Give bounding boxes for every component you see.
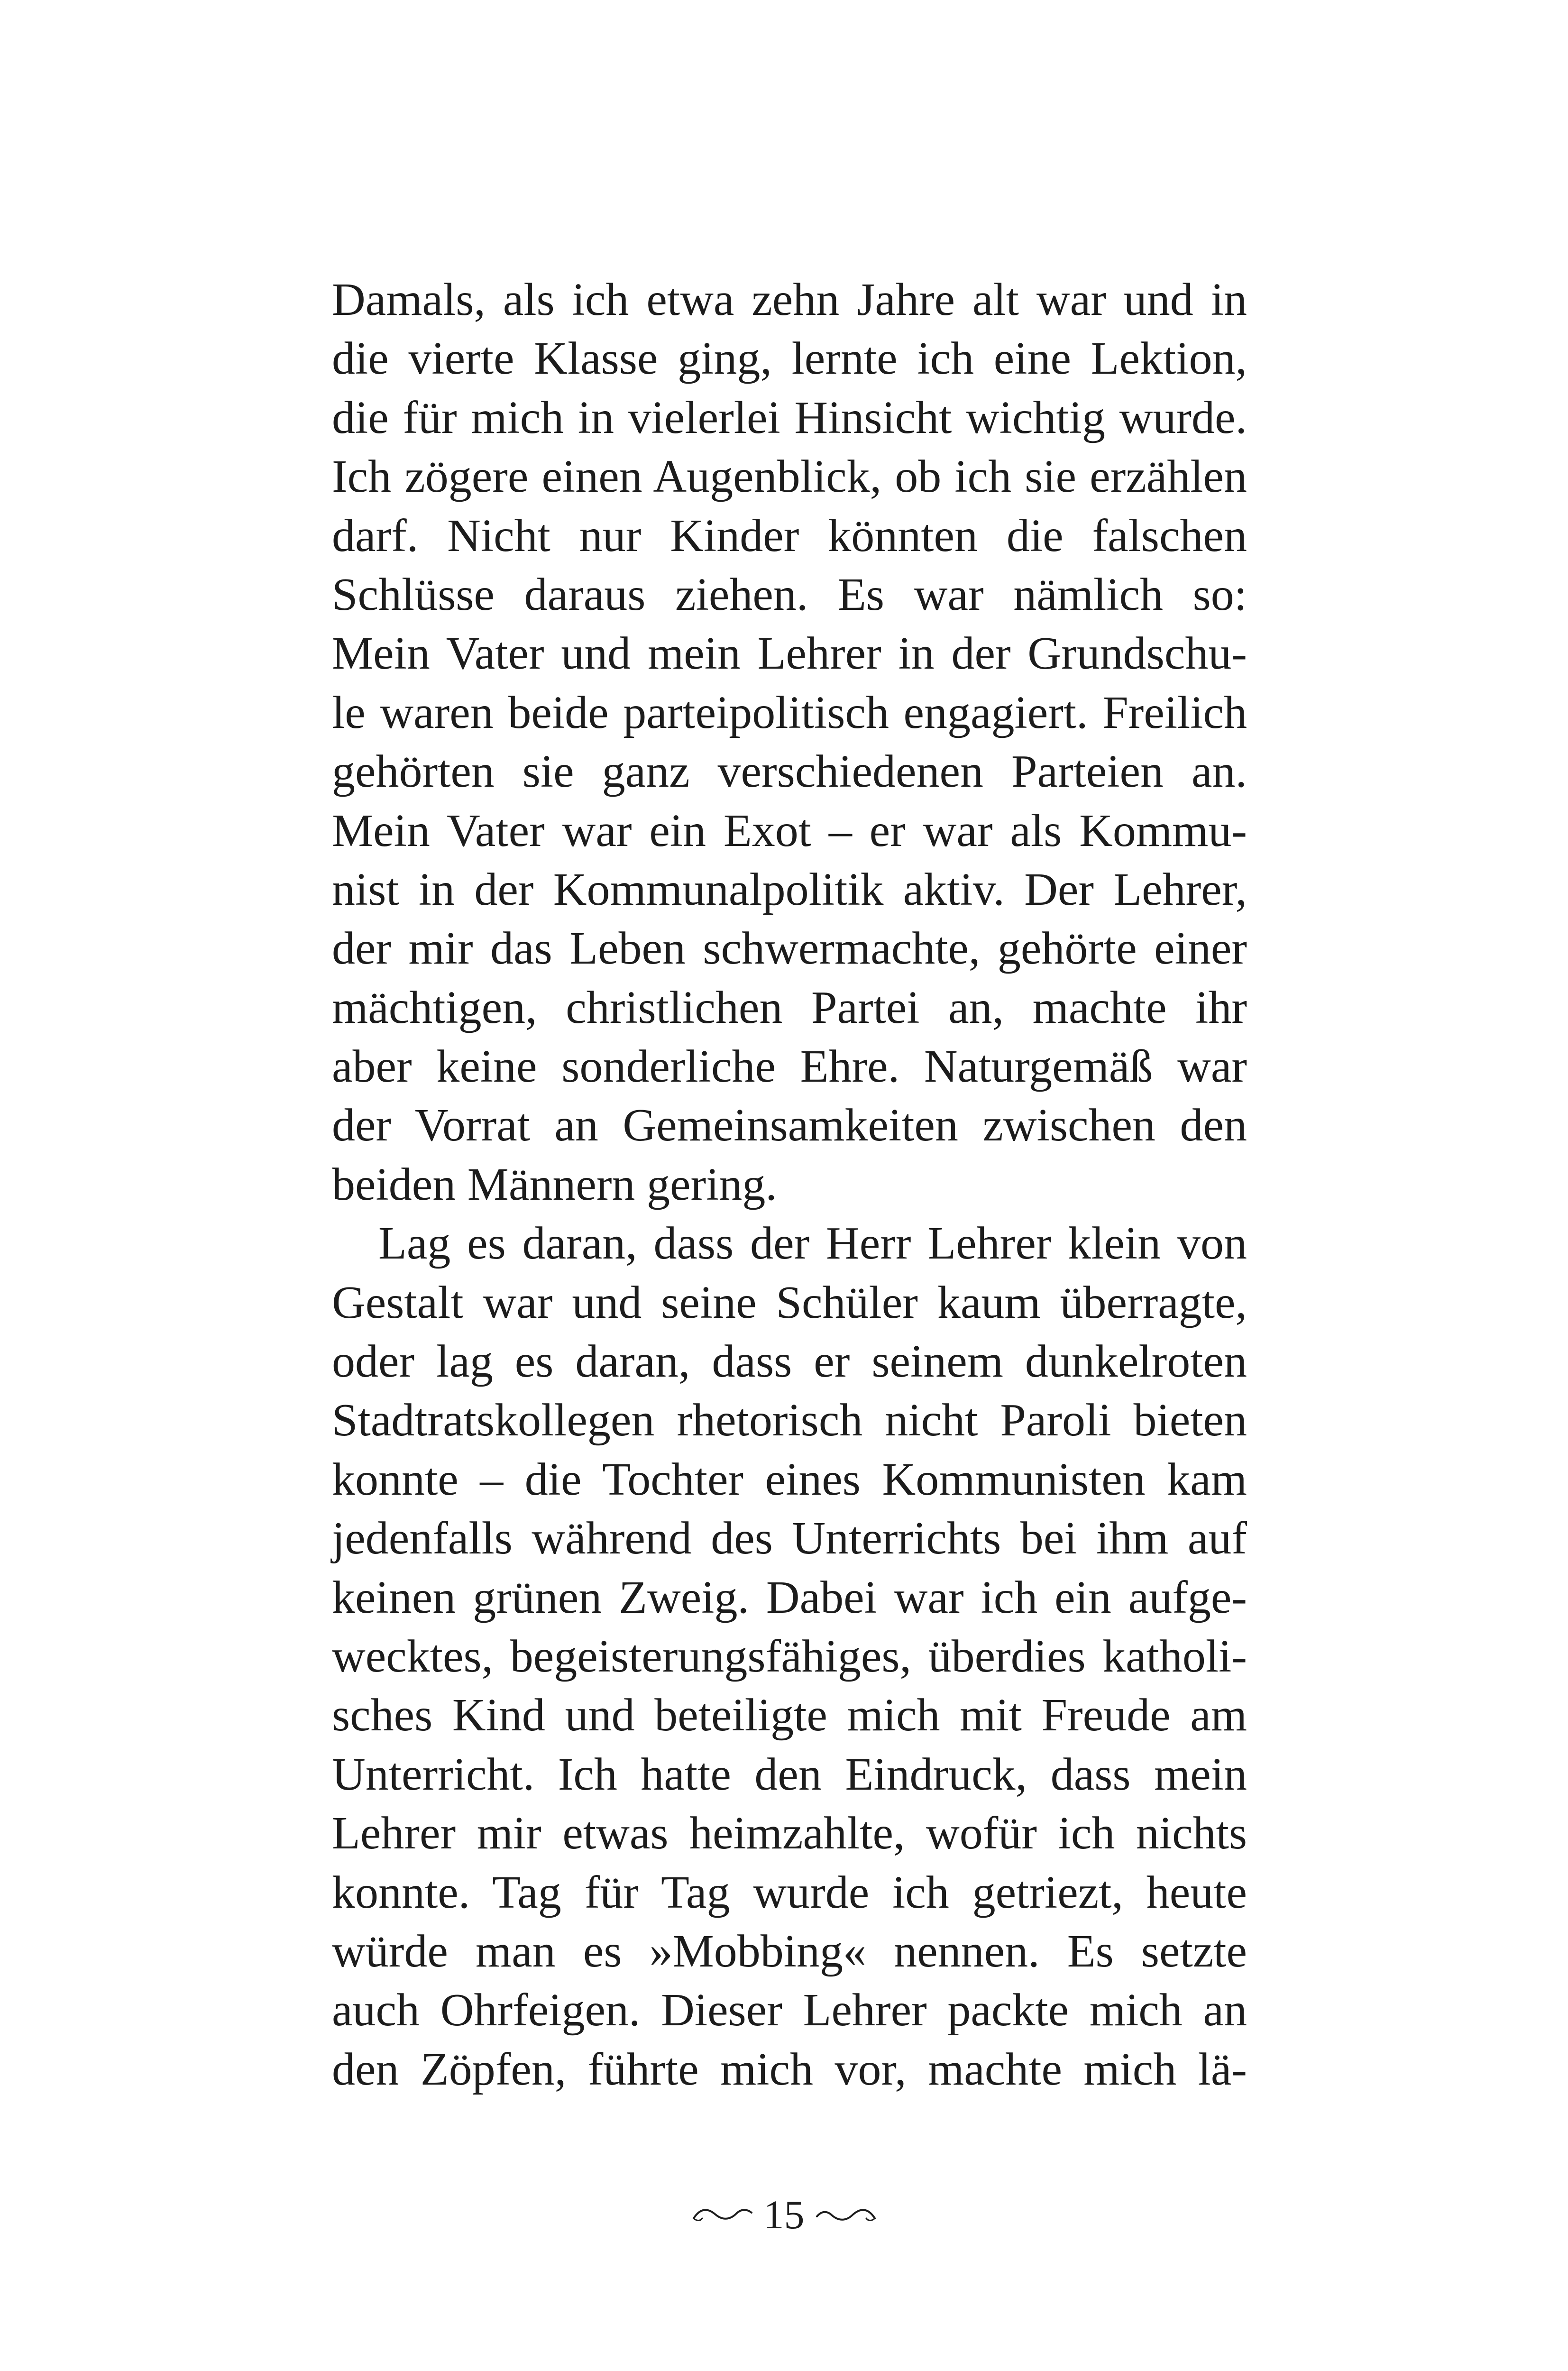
text-line: aber keine sonderliche Ehre. Naturgemäß war [332, 1041, 1247, 1093]
text-line: gehörten sie ganz verschiedenen Parteien an. [332, 746, 1247, 798]
text-line: le waren beide parteipolitisch engagiert. Freilich [332, 687, 1247, 738]
text-line: die vierte Klasse ging, lernte ich eine Lektion, [332, 333, 1247, 385]
text-line: nist in der Kommunalpolitik aktiv. Der Lehrer, [332, 864, 1247, 915]
text-line: darf. Nicht nur Kinder könnten die falschen [332, 510, 1247, 561]
text-line: auch Ohrfeigen. Dieser Lehrer packte mich an [332, 1985, 1247, 2036]
text-line: Lehrer mir etwas heimzahlte, wofür ich nichts [332, 1808, 1247, 1859]
text-line: Mein Vater war ein Exot – er war als Kommu- [332, 805, 1247, 856]
text-line: den Zöpfen, führte mich vor, machte mich lä- [332, 2043, 1247, 2095]
paragraph-2 [332, 1214, 1247, 2099]
text-line: konnte – die Tochter eines Kommunisten kam [332, 1453, 1247, 1505]
text-line: wecktes, begeisterungsfähiges, überdies katholi- [332, 1630, 1247, 1682]
text-line: Ich zögere einen Augenblick, ob ich sie erzählen [332, 451, 1247, 503]
text-line: der mir das Leben schwermachte, gehörte einer [332, 923, 1247, 974]
text-line: konnte. Tag für Tag wurde ich getriezt, heute [332, 1866, 1247, 1918]
text-line: Gestalt war und seine Schüler kaum überragte, [332, 1277, 1247, 1328]
text-line: oder lag es daran, dass er seinem dunkelroten [332, 1336, 1247, 1388]
text-line: Mein Vater und mein Lehrer in der Grundschu- [332, 628, 1247, 680]
body-text [332, 270, 1247, 2099]
text-line: keinen grünen Zweig. Dabei war ich ein aufge- [332, 1571, 1247, 1623]
page-folio [0, 2191, 1568, 2238]
text-line: Stadtratskollegen rhetorisch nicht Paroli bieten [332, 1395, 1247, 1446]
text-line: mächtigen, christlichen Partei an, machte ihr [332, 982, 1247, 1033]
text-line: Schlüsse daraus ziehen. Es war nämlich so: [332, 569, 1247, 620]
page-number: 15 [763, 2192, 805, 2237]
text-line: sches Kind und beteiligte mich mit Freude am [332, 1690, 1247, 1741]
text-line: beiden Männern gering. [332, 1158, 777, 1210]
text-line: Damals, als ich etwa zehn Jahre alt war und in [332, 274, 1247, 325]
paragraph-1 [332, 270, 1247, 1214]
text-line: jedenfalls während des Unterrichts bei ihm auf [332, 1513, 1247, 1564]
text-line: würde man es »Mobbing« nennen. Es setzte [332, 1925, 1247, 1977]
text-line: Unterricht. Ich hatte den Eindruck, dass mein [332, 1748, 1247, 1800]
text-line: Lag es daran, dass der Herr Lehrer klein von [378, 1218, 1247, 1269]
text-line: die für mich in vielerlei Hinsicht wichtig wurde. [332, 392, 1247, 443]
text-line: der Vorrat an Gemeinsamkeiten zwischen den [332, 1100, 1247, 1151]
swash-ornament-icon [815, 2204, 877, 2225]
swash-ornament-icon [692, 2204, 753, 2225]
